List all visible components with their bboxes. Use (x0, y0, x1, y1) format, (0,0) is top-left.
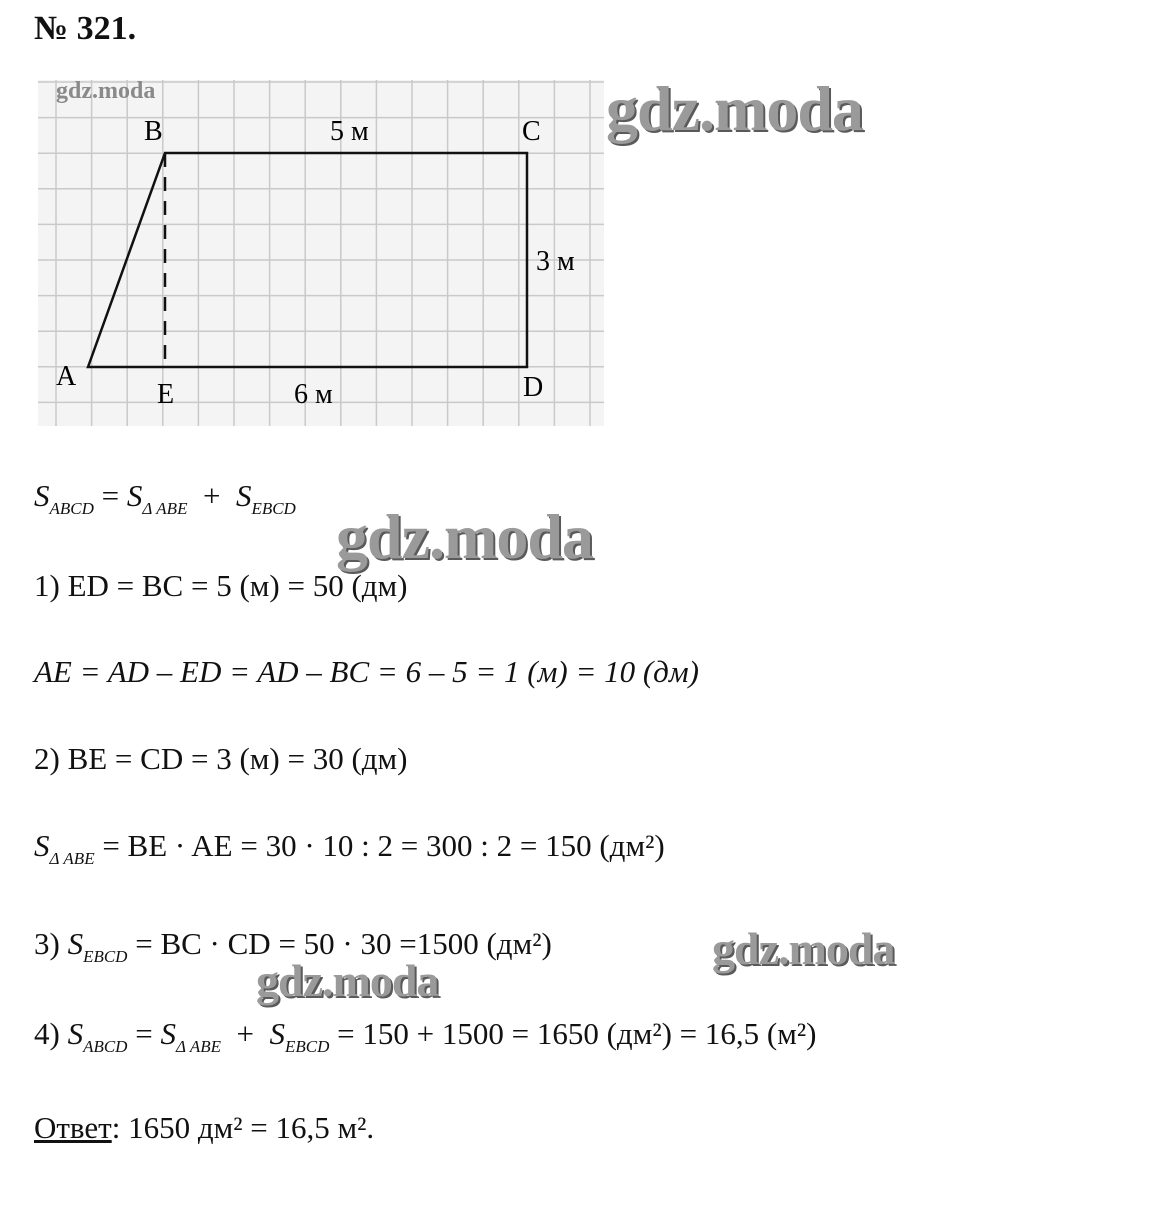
answer-label: Ответ (34, 1110, 112, 1145)
figure-watermark: gdz.moda (56, 80, 156, 104)
step-2-triangle-area: $S_{\Delta ABE}$ = BE · AE = 30 · 10 : 2 = 300 : 2 = 150 (дм²) (34, 828, 665, 868)
problem-title: № 321. (34, 10, 137, 47)
watermark-middle: gdz.moda (336, 501, 593, 572)
figure-svg (38, 80, 604, 426)
label-cd: 3 м (536, 246, 575, 277)
area-formula: $S_{ABCD} = S_{\Delta ABE} + S_{EBCD}$ (34, 478, 296, 518)
step-2: 2) BE = CD = 3 (м) = 30 (дм) (34, 741, 408, 776)
point-d-label: D (523, 372, 544, 403)
watermark-lower-right: gdz.moda (712, 923, 895, 974)
label-bc: 5 м (330, 116, 369, 147)
label-ed: 6 м (294, 379, 333, 410)
point-e-label: E (157, 379, 175, 410)
trapezoid-figure (38, 80, 604, 426)
step-1: 1) ED = BC = 5 (м) = 50 (дм) (34, 568, 408, 603)
step-1-ae: AE = AD – ED = AD – BC = 6 – 5 = 1 (м) = 10 (дм) (34, 654, 699, 689)
point-c-label: C (522, 116, 541, 147)
watermark-lower-left: gdz.moda (256, 955, 439, 1006)
point-a-label: A (56, 361, 77, 392)
step-3: 3) $S_{EBCD}$ = BC · CD = 50 · 30 =1500 (дм²) (34, 926, 552, 966)
answer (34, 1110, 374, 1146)
step-4: 4) $S_{ABCD} = S_{\Delta ABE} + S_{EBCD} = 150 + 1500 = 1650$ (дм²) = 16,5 (м²) (34, 1016, 817, 1056)
watermark-top: gdz.moda (606, 73, 863, 144)
point-b-label: B (144, 116, 163, 147)
answer-text: : 1650 дм² = 16,5 м². (111, 1110, 375, 1145)
